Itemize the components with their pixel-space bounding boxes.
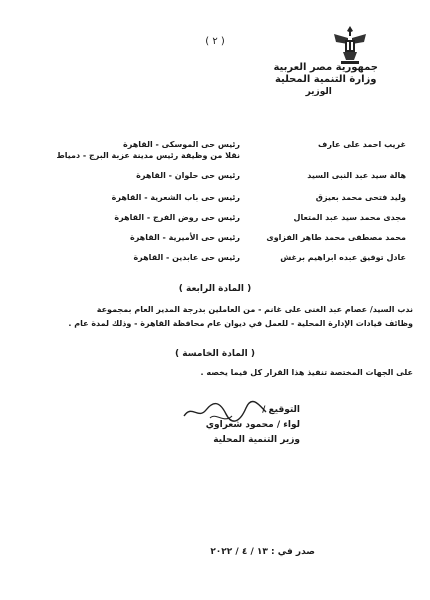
assignment-name: محمد مصطفى محمد طاهر الفزاوى [266, 233, 406, 242]
assignment-row [18, 193, 412, 211]
ministry-header [273, 62, 378, 98]
assignment-post: رئيس حى روض الفرج - القاهرة [114, 213, 240, 222]
assignment-row [18, 171, 412, 189]
article-5-title: ( المادة الخامسة ) [175, 349, 255, 359]
article-4-line: ندب السيد/ عصام عبد الغنى على غانم - من العاملين بدرجة المدير العام بمجموعة [96, 305, 413, 314]
signatory-title: وزير التنمية المحلية [213, 435, 300, 445]
assignment-row [18, 151, 412, 169]
page-number: ( ٢ ) [205, 36, 225, 47]
header-minister: الوزير [305, 87, 332, 97]
signatory-name: لواء / محمود شعراوي [205, 420, 300, 430]
assignment-row [18, 253, 412, 271]
issue-date: صدر في : ١٣ / ٤ / ٢٠٢٢ [210, 547, 315, 557]
article-5-line: على الجهات المختصة تنفيذ هذا القرار كل فيما يخصه . [200, 368, 413, 377]
article-4-title: ( المادة الرابعة ) [178, 284, 252, 294]
assignment-name: عادل توفيق عبده ابراهيم برغش [280, 253, 406, 262]
assignment-name: هالة سيد عبد النبى السيد [307, 171, 406, 180]
article-4-body [18, 303, 413, 331]
assignment-row [18, 213, 412, 231]
header-country: جمهورية مصر العربية [273, 62, 378, 73]
assignment-name: مجدى محمد سيد عبد المتعال [293, 213, 406, 222]
assignment-name: وليد فتحى محمد بعيزق [315, 193, 406, 202]
assignment-post: نقلا من وظيفة رئيس مدينة عزبة البرج - دمياط [56, 151, 240, 160]
assignment-post: رئيس حى باب الشعرية - القاهرة [111, 193, 240, 202]
assignment-post: رئيس حى الموسكى - القاهرة [123, 140, 240, 149]
article-5-body [18, 366, 413, 380]
signature-label: التوقيع / [262, 405, 300, 415]
assignment-row [18, 233, 412, 251]
assignment-post: رئيس حى حلوان - القاهرة [136, 171, 240, 180]
eagle-emblem-icon [330, 22, 370, 66]
assignment-name: غريب احمد على عارف [318, 140, 406, 149]
assignment-post: رئيس حى الأميرية - القاهرة [129, 233, 240, 242]
header-ministry: وزارة التنمية المحلية [274, 74, 377, 85]
assignment-post: رئيس حى عابدين - القاهرة [133, 253, 240, 262]
article-4-line: وظائف قيادات الإدارة المحلية - للعمل في ديوان عام محافظة القاهرة - وذلك لمدة عام . [68, 319, 413, 328]
